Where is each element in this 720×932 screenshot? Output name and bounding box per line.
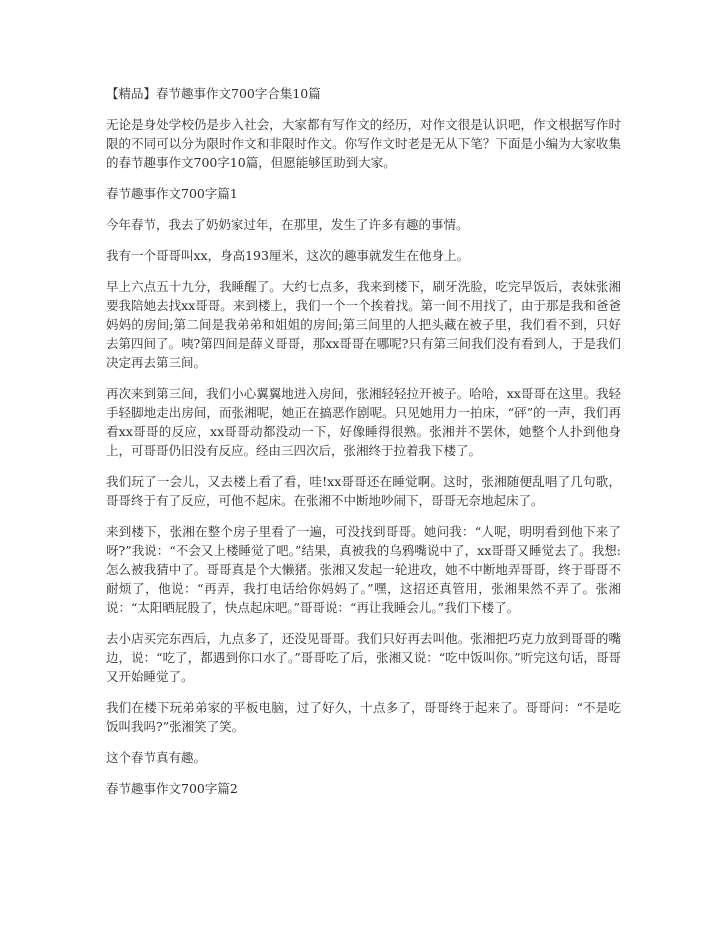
section-1-heading: 春节趣事作文700字篇1 — [106, 186, 238, 201]
paragraph: 我们在楼下玩弟弟家的平板电脑，过了好久，十点多了，哥哥终于起来了。哥哥问：“不是吃饭叫我吗?”张湘笑了笑。 — [106, 700, 621, 734]
paragraph: 再次来到第三间，我们小心翼翼地进入房间，张湘轻轻拉开被子。哈哈，xx哥哥在这里。我轻手轻脚地走出房间，而张湘呢，她正在搞恶作剧呢。只见她用力一拍床，“砰”的一声，我们再看xx哥哥的反应，xx哥哥动都没动一下，好像睡得很熟。张湘并不罢休，她整个人扑到他身上，可哥哥仍旧没有反应。经由三四次后，张湘终于拉着我下楼了。 — [106, 386, 621, 458]
paragraph: 早上六点五十九分，我睡醒了。大约七点多，我来到楼下，刷牙洗脸，吃完早饭后，表妹张湘要我陪她去找xx哥哥。来到楼上，我们一个一个挨着找。第一间不用找了，由于那是我和爸爸妈妈的房间;第二间是我弟弟和姐姐的房间;第三间里的人把头藏在被子里，我们看不到，只好去第四间了。咦?第四间是薛义哥哥，那xx哥哥在哪呢?只有第三间我们没有看到人，于是我们决定再去第三间。 — [106, 279, 622, 370]
paragraph: 今年春节，我去了奶奶家过年，在那里，发生了许多有趣的事情。 — [106, 217, 469, 232]
intro-paragraph: 无论是身处学校仍是步入社会，大家都有写作文的经历，对作文很是认识吧，作文根据写作时限的不同可以分为限时作文和非限时作文。你写作文时老是无从下笔？下面是小编为大家收集的春节趣事作文700字10篇，但愿能够匡助到大家。 — [106, 117, 621, 170]
paragraph: 我们玩了一会儿，又去楼上看了看，哇!xx哥哥还在睡觉啊。这时，张湘随便乱唱了几句歌，哥哥终于有了反应，可他不起床。在张湘不中断地吵闹下，哥哥无奈地起床了。 — [106, 474, 621, 508]
paragraph: 我有一个哥哥叫xx，身高193厘米，这次的趣事就发生在他身上。 — [106, 248, 469, 263]
document-page — [106, 84, 621, 810]
paragraph: 来到楼下，张湘在整个房子里看了一遍，可没找到哥哥。她问我：“人呢，明明看到他下来了呀?”我说：“不会又上楼睡觉了吧。”结果，真被我的乌鸦嘴说中了，xx哥哥又睡觉去了。我想:怎么被我猜中了。哥哥真是个大懒猪。张湘又发起一轮进攻，她不中断地弄哥哥，终于哥哥不耐烦了，他说：“再弄，我打电话给你妈妈了。”嘿，这招还真管用，张湘果然不弄了。张湘说：“太阳晒屁股了，快点起床吧。”哥哥说：“再让我睡会儿。”我们下楼了。 — [106, 524, 621, 615]
paragraph: 这个春节真有趣。 — [106, 750, 207, 765]
document-title: 【精品】春节趣事作文700字合集10篇 — [106, 86, 321, 101]
paragraph: 去小店买完东西后，九点多了，还没见哥哥。我们只好再去叫他。张湘把巧克力放到哥哥的嘴边，说：“吃了，都遇到你口水了。”哥哥吃了后，张湘又说：“吃中饭叫你。”听完这句话，哥哥又开始睡觉了。 — [106, 631, 621, 684]
section-2-heading: 春节趣事作文700字篇2 — [106, 781, 238, 796]
